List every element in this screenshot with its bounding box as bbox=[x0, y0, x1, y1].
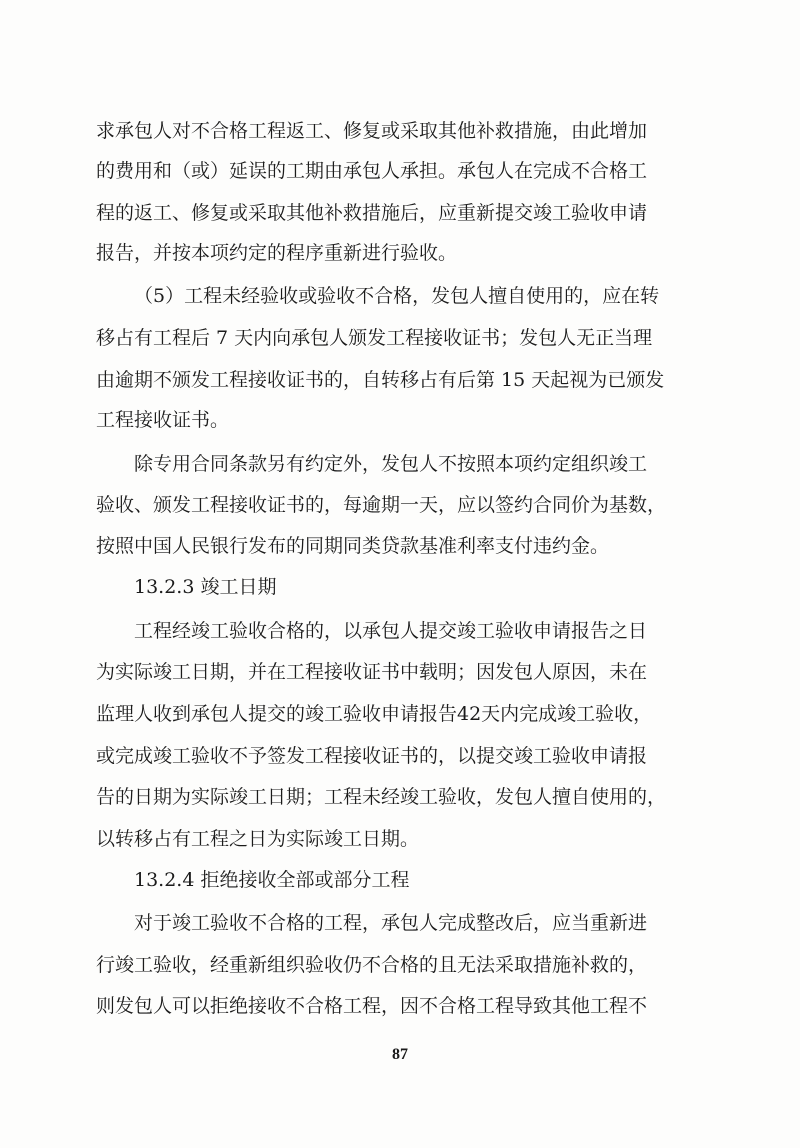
text-line: 报告，并按本项约定的程序重新进行验收。 bbox=[96, 242, 458, 264]
text-line: 按照中国人民银行发布的同期同类贷款基准利率支付违约金。 bbox=[96, 535, 610, 557]
text-line: 或完成竣工验收不予签发工程接收证书的，以提交竣工验收申请报 bbox=[96, 745, 648, 767]
text-line: 程的返工、修复或采取其他补救措施后，应重新提交竣工验收申请 bbox=[96, 202, 648, 224]
text-line: 工程经竣工验收合格的，以承包人提交竣工验收申请报告之日 bbox=[134, 620, 648, 642]
section-heading: 13.2.4 拒绝接收全部或部分工程 bbox=[134, 869, 410, 891]
text-line: 工程接收证书。 bbox=[96, 409, 230, 431]
text-line: 由逾期不颁发工程接收证书的，自转移占有后第 15 天起视为已颁发 bbox=[96, 369, 665, 391]
page-number: 87 bbox=[392, 1046, 408, 1063]
text-line: 验收、颁发工程接收证书的，每逾期一天，应以签约合同价为基数， bbox=[96, 494, 667, 516]
text-line: 以转移占有工程之日为实际竣工日期。 bbox=[96, 828, 420, 850]
text-line: 移占有工程后 7 天内向承包人颁发工程接收证书；发包人无正当理 bbox=[96, 327, 653, 349]
text-line: 为实际竣工日期，并在工程接收证书中载明；因发包人原因，未在 bbox=[96, 661, 648, 683]
text-line: 对于竣工验收不合格的工程，承包人完成整改后，应当重新进 bbox=[134, 912, 648, 934]
text-line: 监理人收到承包人提交的竣工验收申请报告42天内完成竣工验收， bbox=[96, 703, 653, 725]
text-line: 的费用和（或）延误的工期由承包人承担。承包人在完成不合格工 bbox=[96, 160, 648, 182]
section-heading: 13.2.3 竣工日期 bbox=[134, 576, 277, 598]
text-line: 告的日期为实际竣工日期；工程未经竣工验收，发包人擅自使用的， bbox=[96, 786, 667, 808]
text-line: （5）工程未经验收或验收不合格，发包人擅自使用的，应在转 bbox=[134, 285, 660, 307]
text-line: 则发包人可以拒绝接收不合格工程，因不合格工程导致其他工程不 bbox=[96, 995, 648, 1017]
text-line: 除专用合同条款另有约定外，发包人不按照本项约定组织竣工 bbox=[134, 453, 648, 475]
text-line: 求承包人对不合格工程返工、修复或采取其他补救措施，由此增加 bbox=[96, 120, 648, 142]
text-line: 行竣工验收，经重新组织验收仍不合格的且无法采取措施补救的， bbox=[96, 954, 648, 976]
